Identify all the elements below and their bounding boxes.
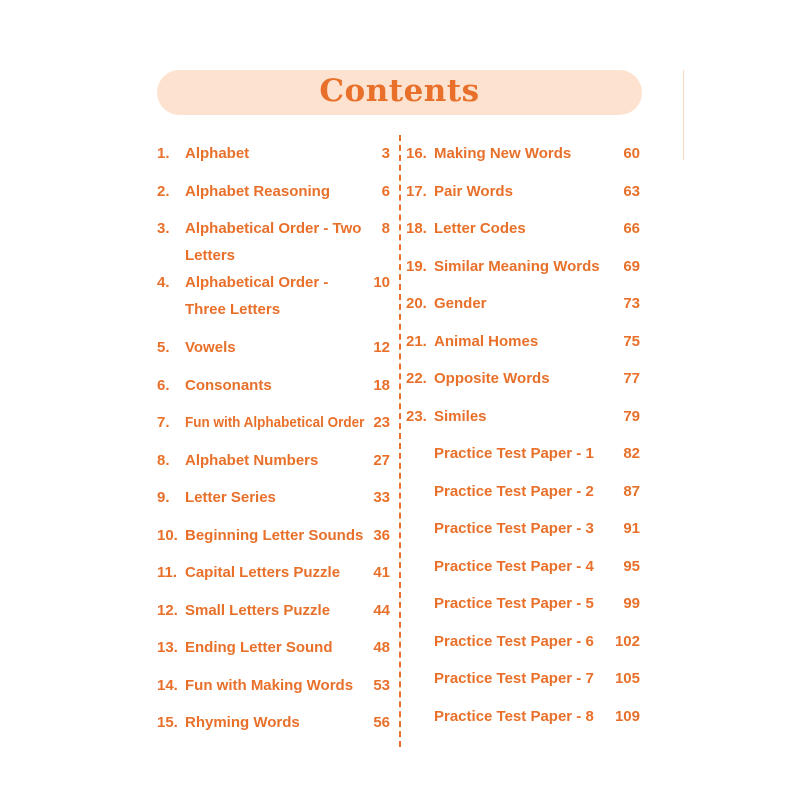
contents-entry[interactable] — [157, 634, 390, 661]
contents-left-column — [157, 140, 390, 747]
entry-number: 2. — [157, 182, 170, 200]
entry-title-cell — [434, 365, 618, 392]
entry-title: Letter Series — [185, 489, 276, 506]
entry-page: 10 — [373, 274, 390, 291]
entry-page: 77 — [623, 370, 640, 387]
entry-title-cell — [185, 447, 368, 474]
entry-page: 105 — [614, 670, 640, 687]
contents-entry[interactable] — [406, 140, 640, 167]
entry-title-cell — [185, 559, 368, 586]
entry-title: Letter Codes — [434, 220, 526, 237]
entry-title-cell — [185, 215, 368, 269]
entry-number: 12. — [157, 601, 178, 619]
entry-page: 82 — [623, 445, 640, 462]
entry-title-cell — [434, 478, 618, 505]
entry-number: 1. — [157, 145, 170, 162]
entry-number: 6. — [157, 376, 170, 394]
entry-page: 63 — [623, 182, 640, 200]
entry-number — [406, 665, 434, 692]
entry-title: Alphabet — [185, 145, 250, 162]
contents-entry[interactable] — [406, 328, 640, 355]
contents-header — [157, 70, 642, 115]
entry-page: 95 — [623, 557, 640, 575]
contents-entry[interactable] — [406, 590, 640, 617]
entry-title-cell — [434, 553, 618, 580]
entry-number: 14. — [157, 676, 178, 694]
entry-title-cell — [185, 372, 368, 399]
entry-number — [406, 553, 434, 580]
contents-entry[interactable] — [157, 409, 390, 436]
entry-title-cell — [185, 484, 368, 511]
contents-entry[interactable] — [406, 628, 640, 655]
entry-title-cell — [434, 178, 618, 205]
contents-entry[interactable] — [157, 709, 390, 736]
entry-number: 11. — [157, 564, 178, 581]
entry-title: Rhyming Words — [185, 714, 300, 731]
entry-title-cell — [185, 597, 368, 624]
entry-number: 9. — [157, 489, 170, 506]
contents-entry[interactable] — [406, 403, 640, 430]
entry-title-cell — [434, 290, 618, 317]
contents-entry[interactable] — [157, 269, 390, 323]
contents-entry[interactable] — [406, 440, 640, 467]
entry-page: 41 — [373, 564, 390, 581]
column-divider — [399, 135, 401, 747]
contents-entry[interactable] — [157, 140, 390, 167]
entry-number — [406, 703, 434, 730]
entry-page: 87 — [623, 482, 640, 500]
entry-title-cell — [434, 140, 618, 167]
entry-title: Vowels — [185, 339, 236, 356]
contents-right-column — [406, 140, 640, 740]
page-title: Contents — [319, 73, 480, 109]
entry-page: 27 — [373, 451, 390, 469]
entry-page: 33 — [373, 489, 390, 506]
contents-entry[interactable] — [157, 334, 390, 361]
contents-entry[interactable] — [157, 559, 390, 586]
entry-number: 13. — [157, 639, 178, 656]
entry-title: Gender — [434, 295, 487, 312]
entry-page: 53 — [373, 676, 390, 694]
entry-title: Practice Test Paper - 7 — [434, 670, 594, 687]
entry-number: 8. — [157, 451, 170, 469]
entry-title: Practice Test Paper - 4 — [434, 557, 594, 575]
entry-number: 22. — [406, 370, 427, 387]
contents-entry[interactable] — [406, 290, 640, 317]
entry-page: 73 — [623, 295, 640, 312]
entry-page: 23 — [373, 414, 390, 431]
entry-title: Fun with Alphabetical Order — [185, 414, 365, 431]
entry-page: 102 — [614, 632, 640, 650]
entry-number: 21. — [406, 332, 427, 350]
entry-title: Making New Words — [434, 145, 572, 162]
entry-number: 5. — [157, 339, 170, 356]
entry-title: Alphabet Numbers — [185, 451, 319, 469]
entry-title: Ending Letter Sound — [185, 639, 333, 656]
entry-title: Practice Test Paper - 8 — [434, 707, 594, 725]
entry-page: 12 — [373, 339, 390, 356]
entry-title: Capital Letters Puzzle — [185, 564, 341, 581]
entry-title-cell — [434, 328, 618, 355]
entry-number: 4. — [157, 274, 170, 291]
entry-title-cell — [185, 522, 368, 549]
entry-page: 8 — [381, 220, 390, 237]
entry-page: 91 — [623, 520, 640, 537]
page-edge — [683, 70, 684, 160]
entry-number — [406, 515, 434, 542]
entry-title: Alphabet Reasoning — [185, 182, 331, 200]
entry-title: Pair Words — [434, 182, 513, 200]
entry-page: 6 — [381, 182, 390, 200]
entry-title-cell — [434, 215, 618, 242]
entry-title: Alphabetical Order - Two Letters — [185, 220, 362, 264]
contents-entry[interactable] — [157, 178, 390, 205]
contents-entry[interactable] — [406, 253, 640, 280]
contents-entry[interactable] — [406, 515, 640, 542]
entry-title: Small Letters Puzzle — [185, 601, 331, 619]
entry-number: 17. — [406, 182, 427, 200]
entry-number: 3. — [157, 220, 170, 237]
entry-title-cell — [434, 665, 615, 692]
entry-title-cell — [185, 178, 368, 205]
entry-title: Similes — [434, 407, 487, 425]
entry-number: 19. — [406, 257, 427, 275]
entry-title-cell — [434, 515, 618, 542]
entry-number: 23. — [406, 407, 427, 425]
entry-page: 56 — [373, 714, 390, 731]
entry-title: Opposite Words — [434, 370, 550, 387]
entry-page: 48 — [373, 639, 390, 656]
entry-title: Fun with Making Words — [185, 676, 354, 694]
entry-page: 75 — [623, 332, 640, 350]
entry-number: 7. — [157, 414, 170, 431]
entry-page: 36 — [373, 526, 390, 544]
entry-number — [406, 478, 434, 505]
contents-entry[interactable] — [157, 672, 390, 699]
entry-title-cell — [185, 709, 368, 736]
entry-number: 20. — [406, 295, 427, 312]
entry-number: 16. — [406, 145, 427, 162]
entry-title: Practice Test Paper - 1 — [434, 445, 594, 462]
entry-title-cell — [185, 140, 368, 167]
contents-entry[interactable] — [406, 665, 640, 692]
entry-page: 69 — [623, 257, 640, 275]
entry-page: 60 — [623, 145, 640, 162]
entry-page: 109 — [614, 707, 640, 725]
entry-title-cell — [434, 628, 615, 655]
entry-title-cell — [434, 590, 618, 617]
contents-entry[interactable] — [157, 372, 390, 399]
contents-entry[interactable] — [406, 553, 640, 580]
entry-number: 15. — [157, 714, 178, 731]
entry-number: 18. — [406, 220, 427, 237]
contents-entry[interactable] — [157, 215, 390, 269]
entry-title-cell — [434, 703, 615, 730]
entry-number — [406, 440, 434, 467]
contents-entry[interactable] — [157, 447, 390, 474]
entry-page: 18 — [373, 376, 390, 394]
contents-entry[interactable] — [157, 484, 390, 511]
entry-title: Practice Test Paper - 2 — [434, 482, 594, 500]
entry-title: Beginning Letter Sounds — [185, 526, 364, 544]
contents-entry[interactable] — [157, 597, 390, 624]
entry-number — [406, 628, 434, 655]
entry-page: 3 — [381, 145, 390, 162]
contents-entry[interactable] — [406, 365, 640, 392]
entry-page: 66 — [623, 220, 640, 237]
entry-title-cell — [434, 440, 618, 467]
contents-entry[interactable] — [406, 703, 640, 730]
entry-title-cell — [185, 409, 368, 436]
entry-number — [406, 590, 434, 617]
contents-entry[interactable] — [406, 178, 640, 205]
entry-title: Alphabetical Order - Three Letters — [185, 274, 329, 318]
contents-entry[interactable] — [157, 522, 390, 549]
entry-title: Practice Test Paper - 3 — [434, 520, 594, 537]
entry-title-cell — [185, 672, 368, 699]
entry-title-cell — [185, 269, 368, 323]
entry-title: Animal Homes — [434, 332, 539, 350]
entry-title: Practice Test Paper - 5 — [434, 595, 594, 612]
contents-entry[interactable] — [406, 478, 640, 505]
entry-title-cell — [185, 634, 368, 661]
entry-title-cell — [434, 253, 618, 280]
entry-number: 10. — [157, 526, 178, 544]
contents-entry[interactable] — [406, 215, 640, 242]
entry-title-cell — [185, 334, 368, 361]
entry-title: Practice Test Paper - 6 — [434, 632, 594, 650]
entry-title-cell — [434, 403, 618, 430]
entry-page: 44 — [373, 601, 390, 619]
entry-title: Consonants — [185, 376, 272, 394]
entry-page: 79 — [623, 407, 640, 425]
entry-title: Similar Meaning Words — [434, 257, 600, 275]
entry-page: 99 — [623, 595, 640, 612]
